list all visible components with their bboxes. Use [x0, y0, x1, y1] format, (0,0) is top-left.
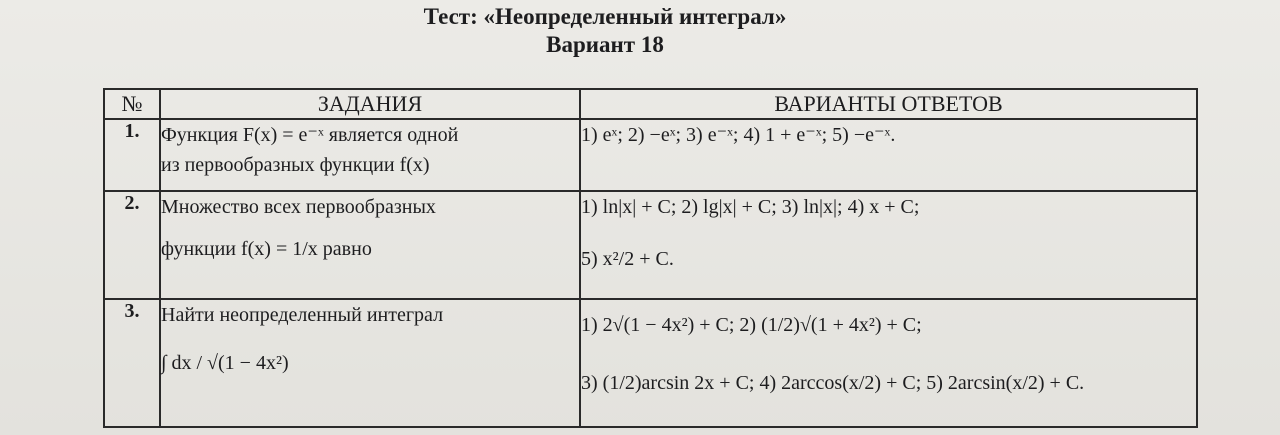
task-cell	[160, 119, 580, 191]
answers-cell	[580, 191, 1197, 299]
table-row	[104, 119, 1197, 191]
answers-cell	[580, 299, 1197, 427]
table-row	[104, 299, 1197, 427]
answer-line: 1) ln|x| + C; 2) lg|x| + C; 3) ln|x|; 4) x + C;	[581, 196, 920, 218]
answer-line: 1) eˣ; 2) −eˣ; 3) e⁻ˣ; 4) 1 + e⁻ˣ; 5) −e⁻ˣ.	[581, 124, 896, 146]
task-line: из первообразных функции f(x)	[161, 154, 430, 176]
answers-cell	[580, 119, 1197, 191]
row-number: 3.	[104, 299, 160, 427]
task-line: функции f(x) = 1/x равно	[161, 238, 372, 260]
row-number: 1.	[104, 119, 160, 191]
answer-line: 1) 2√(1 − 4x²) + C; 2) (1/2)√(1 + 4x²) + C;	[581, 314, 922, 336]
table-header-row	[104, 89, 1197, 119]
col-num-header: №	[104, 89, 160, 119]
task-cell	[160, 191, 580, 299]
row-number: 2.	[104, 191, 160, 299]
answer-line: 3) (1/2)arcsin 2x + C; 4) 2arccos(x/2) + C; 5) 2arcsin(x/2) + C.	[581, 372, 1085, 394]
task-line: Найти неопределенный интеграл	[161, 304, 444, 326]
col-task-header: ЗАДАНИЯ	[160, 89, 580, 119]
task-line: Множество всех первообразных	[161, 196, 436, 218]
table-row	[104, 191, 1197, 299]
task-line: Функция F(x) = e⁻ˣ является одной	[161, 124, 459, 146]
test-title: Тест: «Неопределенный интеграл»	[423, 4, 787, 29]
test-table	[103, 88, 1198, 428]
task-cell	[160, 299, 580, 427]
task-line: ∫ dx / √(1 − 4x²)	[161, 352, 289, 374]
col-answers-header: ВАРИАНТЫ ОТВЕТОВ	[580, 89, 1197, 119]
answer-line: 5) x²/2 + C.	[581, 248, 674, 270]
variant-title: Вариант 18	[546, 32, 664, 57]
